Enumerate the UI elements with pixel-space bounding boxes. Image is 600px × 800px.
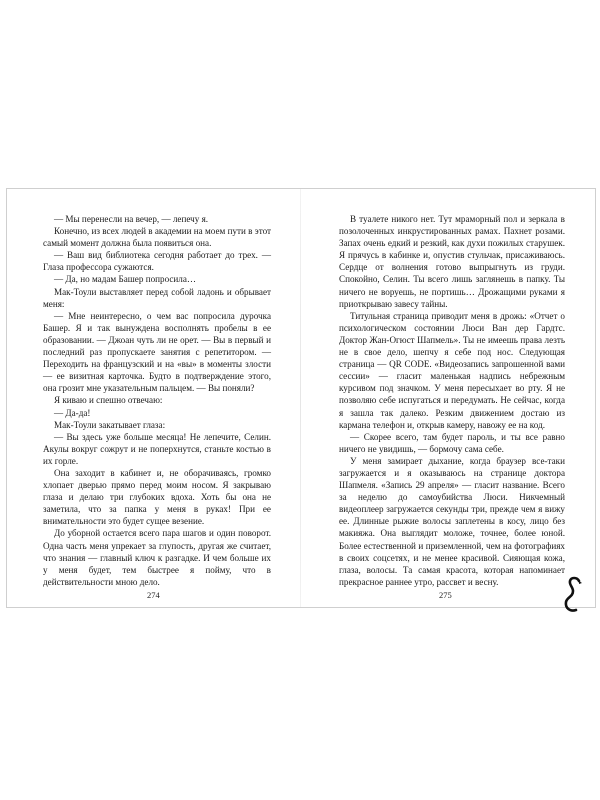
page-number-right: 275 — [439, 590, 452, 600]
paragraph: — Вы здесь уже больше месяца! Не лепечите, Селин. Акулы вокруг сожрут и не поперхнутся, станьте костью в их горле. — [43, 431, 271, 466]
paragraph: Конечно, из всех людей в академии на моем пути в этот самый момент должна была появиться она. — [43, 226, 271, 249]
paragraph: Я киваю и спешно отвечаю: — [54, 395, 163, 406]
paragraph: Мак-Тоули выставляет перед собой ладонь и обрывает меня: — [43, 286, 271, 309]
page-number-left: 274 — [147, 590, 160, 600]
paragraph: — Да, но мадам Башер попросила… — [54, 274, 197, 285]
paragraph: — Мне неинтересно, о чем вас попросила дурочка Башер. Я и так вынуждена восполнять пробелы в ее образовании. — Джоан чуть ли не орет. — Вы в первый и последний раз пропускаете занятия с репетитором. — Переходить на французский и на «вы» в моменты злости — ее визитная карточка. Будто в подтверждение этого, она грозит мне указательным пальцем. — Вы поняли? — [43, 310, 271, 394]
paragraph: — Да-да! — [54, 407, 91, 418]
paragraph: У меня замирает дыхание, когда браузер все-таки загружается и я оказываюсь на странице доктора Шапмеля. «Запись 29 апреля» — гласит название. Всего за неделю до самоубийства Люси. Никчемный видеоплеер загружается секунды три, прежде чем я вижу ее. Длинные рыжие волосы заплетены в косу, лицо без макияжа. Она выглядит моложе, точнее, более юной. Более естественной и приземленной, чем на фотографиях в своих соцсетях, и не менее красивой. Сияющая кожа, глаза, волосы. Та самая красота, которая напоминает прекрасное раннее утро, рассвет и весну. — [339, 455, 565, 587]
paragraph: До уборной остается всего пара шагов и один поворот. Одна часть меня упрекает за глупость, другая же считает, что знания — главный ключ к разгадке. И чем больше их у меня будет, тем быстрее я пойму, что в действительности мною дело. — [43, 528, 271, 587]
paragraph: Она заходит в кабинет и, не оборачиваясь, громко хлопает дверью прямо перед моим носом. Я закрываю глаза и делаю три глубоких вдоха. Хоть бы она не заметила, что за папка у меня в руках! При ее внимательности это будет сущее везение. — [43, 467, 271, 527]
paragraph: Мак-Тоули закатывает глаза: — [54, 419, 166, 430]
left-page — [7, 189, 300, 607]
paragraph: — Мы перенесли на вечер, — лепечу я. — [54, 214, 209, 224]
publisher-swan-icon — [558, 575, 584, 615]
right-page-text — [339, 213, 565, 588]
book-spread — [6, 188, 596, 608]
paragraph: — Скорее всего, там будет пароль, и ты все равно ничего не увидишь, — бормочу сама себе. — [339, 431, 565, 454]
paragraph: Титульная страница приводит меня в дрожь: «Отчет о психологическом состоянии Люси Ван дер Гардтс. Доктор Жан-Огюст Шапмель». Ты не имеешь права лезть не в свое дело, шепчу я себе под нос. Следующая страница — QR CODE. «Видеозапись запрошенной вами сессии» — гласит маленькая надпись небрежным курсивом под значком. У меня пересыхает во рту. Я не позволяю себе испугаться и передумать. Не сейчас, когда я зашла так далеко. Резким движением достаю из кармана телефон и, открыв камеру, навожу ее на код. — [339, 310, 565, 430]
left-page-text — [43, 213, 271, 588]
right-page — [301, 189, 594, 607]
paragraph: — Ваш вид библиотека сегодня работает до трех. — Глаза профессора сужаются. — [43, 250, 271, 273]
paragraph: В туалете никого нет. Тут мраморный пол и зеркала в позолоченных инкрустированных рамах. Пахнет розами. Запах очень едкий и резкий, как духи пожилых старушек. Я прячусь в кабинке и, опустив стульчак, присаживаюсь. Сердце от волнения готово выпрыгнуть из груди. Спокойно, Селин. Ты всего лишь заглянешь в папку. Ты ничего не воруешь, не портишь… Дрожащими руками я приоткрываю завесу тайны. — [339, 214, 565, 309]
